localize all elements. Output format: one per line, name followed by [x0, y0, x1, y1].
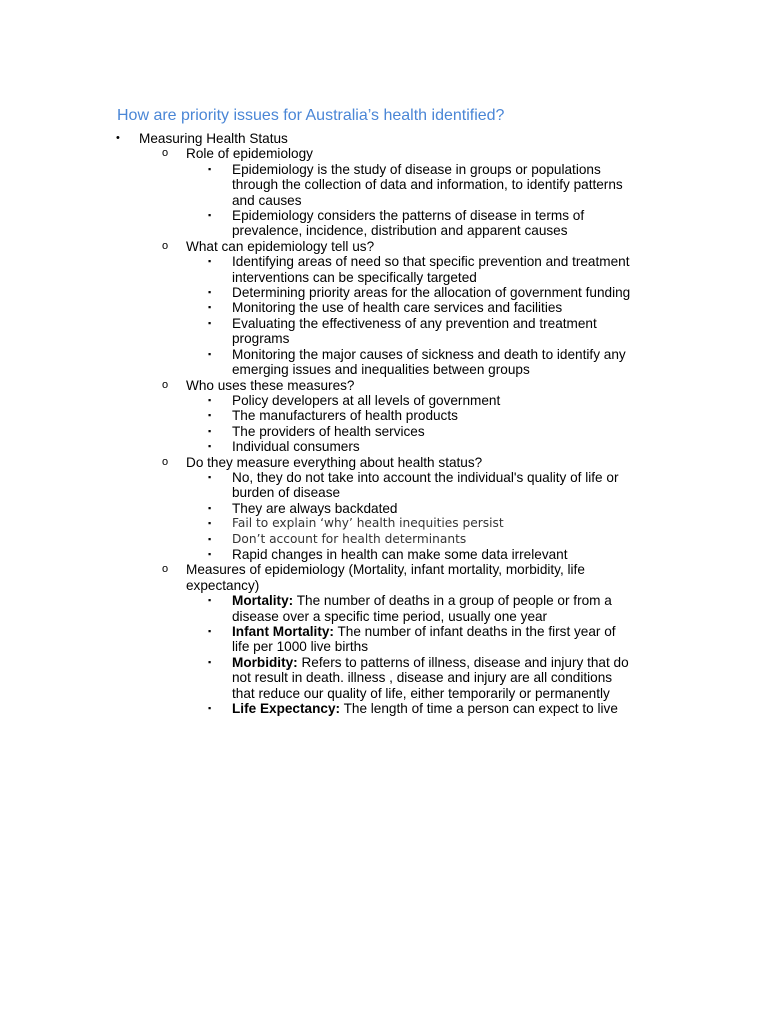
square-bullet-icon: ▪	[208, 595, 212, 606]
definition-item-morbidity	[0, 655, 768, 701]
square-bullet-icon: ▪	[208, 302, 212, 313]
list-item	[0, 300, 768, 315]
list-item	[0, 470, 768, 501]
square-bullet-icon: ▪	[208, 548, 212, 559]
list-item-text: Determining priority areas for the allocation of government funding	[232, 285, 631, 301]
definition-text: Refers to patterns of illness, disease and injury that do	[297, 654, 629, 670]
list-item	[0, 547, 768, 562]
list-item-label: Do they measure everything about health status?	[186, 454, 483, 470]
list-item-label: Measuring Health Status	[139, 131, 288, 146]
list-item-text: interventions can be specifically targeted	[232, 269, 477, 285]
list-item-text: Identifying areas of need so that specific prevention and treatment	[232, 254, 630, 270]
list-item	[0, 439, 768, 454]
square-bullet-icon: ▪	[208, 410, 212, 421]
definition-text: The number of deaths in a group of people or from a	[293, 593, 612, 609]
square-bullet-icon: ▪	[208, 502, 212, 513]
list-item	[0, 393, 768, 408]
list-item-label: expectancy)	[186, 577, 260, 593]
list-item-who-uses-these-measures	[0, 378, 768, 393]
square-bullet-icon: ▪	[208, 317, 212, 328]
list-item-text: emerging issues and inequalities between groups	[232, 362, 530, 378]
list-item	[0, 254, 768, 285]
square-bullet-icon: ▪	[208, 471, 212, 482]
list-item-text: Rapid changes in health can make some data irrelevant	[232, 546, 568, 562]
square-bullet-icon: ▪	[208, 533, 212, 544]
definition-text: The number of infant deaths in the first year of	[333, 624, 616, 639]
list-item-text: The manufacturers of health products	[232, 408, 458, 424]
list-item-text: Individual consumers	[232, 439, 360, 455]
definition-term: Mortality:	[232, 593, 294, 609]
list-item-measures-of-epidemiology	[0, 562, 768, 593]
list-item-text: No, they do not take into account the individual's quality of life or	[232, 469, 619, 485]
square-bullet-icon: ▪	[208, 656, 212, 667]
definition-item-infant-mortality	[0, 624, 768, 655]
list-item-text: Epidemiology is the study of disease in groups or populations	[232, 161, 601, 177]
definition-term: Life Expectancy:	[232, 701, 341, 717]
definition-item-life-expectancy	[0, 701, 768, 716]
square-bullet-icon: ▪	[208, 394, 212, 405]
list-item-text: programs	[232, 331, 290, 347]
list-item-text: Fail to explain ‘why’ health inequities persist	[232, 516, 504, 531]
definition-item-mortality	[0, 593, 768, 624]
list-item-text: Monitoring the major causes of sickness and death to identify any	[232, 346, 626, 362]
list-item-text: Policy developers at all levels of government	[232, 392, 501, 408]
list-item-text: Monitoring the use of health care services and facilities	[232, 300, 563, 316]
definition-text: The length of time a person can expect to live	[340, 701, 618, 717]
square-bullet-icon: ▪	[208, 626, 212, 636]
square-bullet-icon: ▪	[208, 287, 212, 298]
list-item-text: prevalence, incidence, distribution and apparent causes	[232, 223, 568, 239]
list-item-label: Role of epidemiology	[186, 146, 313, 162]
list-item	[0, 516, 768, 531]
list-item-text: burden of disease	[232, 485, 341, 501]
square-bullet-icon: ▪	[208, 256, 212, 267]
list-item	[0, 532, 768, 547]
circle-bullet-icon: o	[162, 563, 169, 576]
list-item-measuring-health-status	[0, 131, 768, 146]
definition-text: not result in death. illness , disease and injury are all conditions	[232, 670, 613, 686]
square-bullet-icon: ▪	[208, 210, 212, 221]
list-item	[0, 424, 768, 439]
list-item-text: They are always backdated	[232, 500, 398, 516]
list-item-label: Who uses these measures?	[186, 377, 355, 393]
list-item-text: Don’t account for health determinants	[232, 531, 467, 546]
list-item-label: What can epidemiology tell us?	[186, 238, 375, 254]
list-item-text: Evaluating the effectiveness of any prevention and treatment	[232, 315, 597, 331]
list-item	[0, 162, 768, 208]
square-bullet-icon: ▪	[208, 163, 212, 174]
list-item-what-can-epidemiology-tell-us	[0, 239, 768, 254]
list-item	[0, 408, 768, 423]
circle-bullet-icon: o	[162, 239, 169, 252]
list-item-text: The providers of health services	[232, 423, 425, 439]
outline-list	[0, 131, 768, 716]
bullet-icon: •	[116, 132, 120, 144]
list-item-do-they-measure-everything	[0, 455, 768, 470]
circle-bullet-icon: o	[162, 455, 169, 468]
list-item-text: Epidemiology considers the patterns of disease in terms of	[232, 208, 585, 224]
list-item-text: and causes	[232, 192, 302, 208]
list-item	[0, 347, 768, 378]
circle-bullet-icon: o	[162, 378, 169, 391]
list-item-label: Measures of epidemiology (Mortality, infant mortality, morbidity, life	[186, 562, 585, 578]
definition-text: that reduce our quality of life, either temporarily or permanently	[232, 685, 610, 701]
definition-term: Infant Mortality:	[232, 624, 334, 639]
list-item-text: through the collection of data and information, to identify patterns	[232, 177, 623, 193]
square-bullet-icon: ▪	[208, 518, 212, 529]
definition-text: disease over a specific time period, usually one year	[232, 608, 548, 624]
square-bullet-icon: ▪	[208, 703, 212, 714]
page-title: How are priority issues for Australia’s health identified?	[117, 107, 505, 124]
definition-text: life per 1000 live births	[232, 639, 369, 655]
square-bullet-icon: ▪	[208, 441, 212, 452]
circle-bullet-icon: o	[162, 147, 169, 160]
list-item	[0, 285, 768, 300]
list-item	[0, 316, 768, 347]
square-bullet-icon: ▪	[208, 348, 212, 359]
list-item	[0, 501, 768, 516]
definition-term: Morbidity:	[232, 654, 298, 670]
square-bullet-icon: ▪	[208, 425, 212, 436]
list-item	[0, 208, 768, 239]
list-item-role-of-epidemiology	[0, 146, 768, 161]
